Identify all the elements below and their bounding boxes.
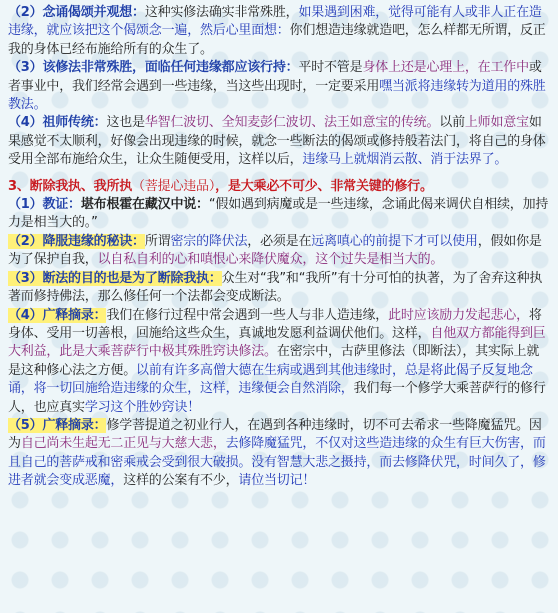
section-3-p4: （4）广释摘录：我们在修行过程中常会遇到一些人与非人造违缘，此时应该励力发起悲心，将身体、受用一切善根，回施给这些众生，真诚地发愿利益调伏他们。这样，自他双方都能得到巨大利益，此是大乘菩萨行中极其殊胜窍诀修法。在密宗中，古萨里修法（即断法），其实际上就是这种修心法之方便。以前有许多高僧大德在生病或遇到其他违缘时，总是将此偈子反复地念诵，将一切回施给造违缘的众生，这样，违缘便会自然消除，我们每一个修学大乘菩萨行的修行人，也应真实学习这个胜妙窍诀！ xyxy=(8,307,546,415)
section-3-p2-label: （2）降服违缘的秘诀： xyxy=(8,233,145,249)
section-3-p1-label: （1）教证： xyxy=(8,197,81,213)
section-2-continued xyxy=(8,4,550,170)
section-3-p5: （5）广释摘录：修学菩提道之初业行人，在遇到各种违缘时，切不可去希求一些降魔猛咒。因为自己尚未生起无二正见与大慈大悲，去修降魔猛咒，不仅对这些造违缘的众生有巨大伤害，而且自己的菩萨戒和密乘戒会受到很大破损。没有智慧大悲之摄持，而去修降伏咒，时间久了，修进者就会变成恶魔，这样的公案有不少，请位当切记！ xyxy=(8,417,546,489)
section-3-p1: （1）教证：堪布根霍在藏汉中说：“假如遇到病魔或是一些违缘，念诵此偈来调伏自相续，加持力是相当大的。” xyxy=(8,197,549,231)
section-3-p5-label: （5）广释摘录： xyxy=(8,417,107,433)
section-3-p3-label: （3）断法的目的也是为了断除我执： xyxy=(8,270,222,286)
paragraph-3: （3）该修法非常殊胜，面临任何违缘都应该行持：平时不管是身体上还是心理上，在工作中或者事业中，我们经常会遇到一些违缘，当这些出现时，一定要采用嘿当派将违缘转为道用的殊胜教法。 xyxy=(8,60,546,113)
paragraph-3-label: （3）该修法非常殊胜，面临任何违缘都应该行持： xyxy=(8,60,299,76)
section-3-p3: （3）断法的目的也是为了断除我执：众生对“我”和“我所”有十分可怕的执著，为了舍弃这种执著而修持佛法，那么修任何一个法都会变成断法。 xyxy=(8,270,543,305)
section-3-title: 3、断除我执、我所执 xyxy=(8,178,133,194)
section-3 xyxy=(8,178,550,491)
paragraph-4: （4）祖师传统：这也是华智仁波切、全知麦彭仁波切、法王如意宝的传统。以前上师如意宝如果感觉不太顺利，好像会出现违缘的时候，就念一些断法的偈颂或修持般若法门，将自己的身体受用全部布施给众生，让众生随便受用，这样以后，违缘马上就烟消云散、消于法界了。 xyxy=(8,115,546,168)
paragraph-2: （2）念诵偈颂并观想：这种实修法确实非常殊胜，如果遇到困难，觉得可能有人或非人正在造违缘，就应该把这个偈颂念一遍，然后心里面想：你们想造违缘就造吧，怎么样都无所谓，反正我的身体已经布施给所有的众生了。 xyxy=(8,5,546,57)
paragraph-2-label: （2）念诵偈颂并观想： xyxy=(8,5,145,20)
section-3-p4-label: （4）广释摘录： xyxy=(8,307,107,323)
paragraph-4-label: （4）祖师传统： xyxy=(8,115,107,131)
section-3-p2: （2）降服违缘的秘诀：所谓密宗的降伏法，必须是在远离嗔心的前提下才可以使用，假如你是为了保护自我，以自私自利的心和嗔恨心来降伏魔众，这个过失是相当大的。 xyxy=(8,233,542,268)
section-3-heading: 3、断除我执、我所执（菩提心违品），是大乘必不可少、非常关键的修行。 xyxy=(8,178,433,194)
